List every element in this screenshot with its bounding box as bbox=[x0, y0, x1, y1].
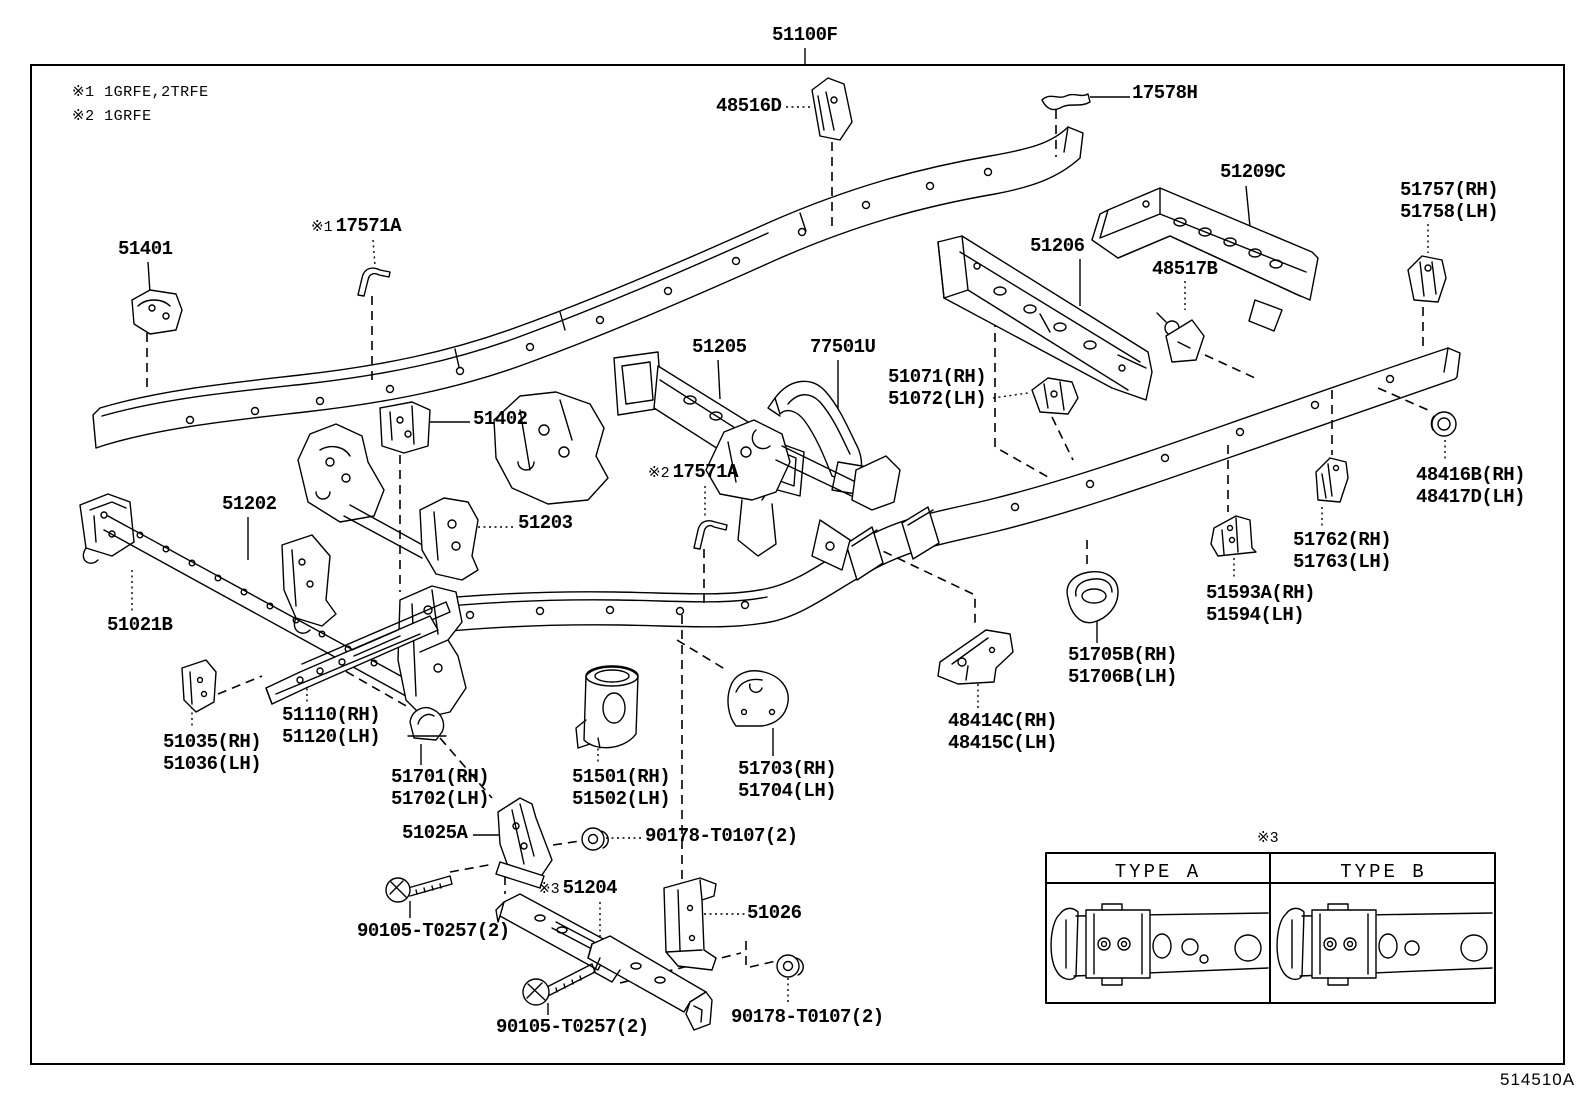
part-label-51209C bbox=[1220, 161, 1285, 183]
part-drawing-17578H bbox=[1042, 94, 1090, 110]
part-label-51762 bbox=[1293, 529, 1391, 573]
part-label-51202 bbox=[222, 493, 277, 515]
part-label-51204 bbox=[538, 877, 617, 901]
part-label-51701 bbox=[391, 766, 489, 810]
label-text-17578H-0: 17578H bbox=[1132, 82, 1198, 104]
engine-note-2: ※2 1GRFE bbox=[72, 108, 152, 125]
part-label-48416B bbox=[1416, 464, 1525, 508]
part-drawing-51593A bbox=[1211, 516, 1256, 556]
part-drawing-51025A bbox=[496, 798, 552, 888]
part-label-90105-b bbox=[496, 1016, 649, 1038]
label-text-48416B-0: 48416B(RH) bbox=[1416, 464, 1526, 486]
label-text-48414C-1: 48415C(LH) bbox=[948, 732, 1058, 754]
label-text-51209C-0: 51209C bbox=[1220, 161, 1286, 183]
label-text-51025A-0: 51025A bbox=[402, 822, 468, 844]
drawing-number: 514510A bbox=[1500, 1070, 1576, 1089]
part-drawing-17571A-2 bbox=[694, 521, 727, 549]
part-drawing-51501 bbox=[576, 666, 638, 748]
label-text-51035-1: 51036(LH) bbox=[163, 753, 262, 775]
part-label-51757 bbox=[1400, 179, 1498, 223]
part-label-51021B bbox=[107, 614, 172, 636]
label-text-51401-0: 51401 bbox=[118, 238, 173, 260]
part-drawing-51035 bbox=[182, 660, 216, 712]
label-text-51703-1: 51704(LH) bbox=[738, 780, 837, 802]
label-text-51593A-1: 51594(LH) bbox=[1206, 604, 1305, 626]
label-text-51705B-0: 51705B(RH) bbox=[1068, 644, 1178, 666]
part-drawing-51401 bbox=[132, 290, 182, 334]
part-label-table-note bbox=[1257, 826, 1282, 850]
label-text-51757-1: 51758(LH) bbox=[1400, 201, 1499, 223]
label-text-51762-0: 51762(RH) bbox=[1293, 529, 1392, 551]
label-text-90105-a-0: 90105-T0257(2) bbox=[357, 920, 510, 942]
table-header-type-a: TYPE A bbox=[1114, 861, 1202, 883]
part-label-51593A bbox=[1206, 582, 1315, 626]
part-label-51035 bbox=[163, 731, 261, 775]
label-text-51701-1: 51702(LH) bbox=[391, 788, 490, 810]
label-text-77501U-0: 77501U bbox=[810, 336, 876, 358]
label-text-51110-1: 51120(LH) bbox=[282, 726, 381, 748]
label-text-51204-0: 51204 bbox=[562, 877, 618, 899]
label-text-90178-a-0: 90178-T0107(2) bbox=[645, 825, 798, 847]
part-drawing-17571A-1 bbox=[358, 268, 390, 296]
part-label-48414C bbox=[948, 710, 1057, 754]
label-text-51026-0: 51026 bbox=[747, 902, 802, 924]
part-drawing-51762 bbox=[1316, 458, 1348, 502]
label-text-51021B-0: 51021B bbox=[107, 614, 173, 636]
label-prefix-51204: ※3 bbox=[538, 881, 560, 898]
label-text-51035-0: 51035(RH) bbox=[163, 731, 262, 753]
part-label-48516D bbox=[716, 95, 781, 117]
part-label-51205 bbox=[692, 336, 747, 358]
label-prefix-17571A-2: ※2 bbox=[648, 465, 670, 482]
part-drawing-48517B bbox=[1157, 313, 1204, 362]
label-text-51071-1: 51072(LH) bbox=[888, 388, 987, 410]
label-text-51402-0: 51402 bbox=[473, 408, 528, 430]
label-text-90105-b-0: 90105-T0257(2) bbox=[496, 1016, 649, 1038]
label-text-51205-0: 51205 bbox=[692, 336, 747, 358]
engine-note-1: ※1 1GRFE,2TRFE bbox=[72, 84, 209, 101]
label-text-51501-0: 51501(RH) bbox=[572, 766, 671, 788]
label-text-48516D-0: 48516D bbox=[716, 95, 782, 117]
part-label-51402 bbox=[473, 408, 528, 430]
part-label-51110 bbox=[282, 704, 380, 748]
part-label-17571A-2 bbox=[648, 461, 738, 485]
part-label-77501U bbox=[810, 336, 875, 358]
part-drawing-48416B bbox=[1431, 412, 1456, 436]
label-text-51071-0: 51071(RH) bbox=[888, 366, 987, 388]
part-label-51071 bbox=[888, 366, 986, 410]
part-drawing-51705B bbox=[1067, 572, 1118, 623]
part-label-17571A-1 bbox=[311, 215, 401, 239]
part-label-90105-a bbox=[357, 920, 510, 942]
part-label-51026 bbox=[747, 902, 802, 924]
label-text-17571A-1-0: 17571A bbox=[335, 215, 401, 237]
label-text-90178-b-0: 90178-T0107(2) bbox=[731, 1006, 884, 1028]
part-label-51705B bbox=[1068, 644, 1177, 688]
label-text-48517B-0: 48517B bbox=[1152, 258, 1218, 280]
label-text-51757-0: 51757(RH) bbox=[1400, 179, 1499, 201]
part-label-90178-a bbox=[645, 825, 798, 847]
part-drawing-48414C bbox=[938, 630, 1013, 684]
label-text-48414C-0: 48414C(RH) bbox=[948, 710, 1058, 732]
part-label-51100F bbox=[772, 24, 837, 46]
part-label-90178-b bbox=[731, 1006, 884, 1028]
label-text-51501-1: 51502(LH) bbox=[572, 788, 671, 810]
label-text-17571A-2-0: 17571A bbox=[672, 461, 738, 483]
label-text-51701-0: 51701(RH) bbox=[391, 766, 490, 788]
label-text-51705B-1: 51706B(LH) bbox=[1068, 666, 1178, 688]
part-drawing-48516D bbox=[812, 78, 852, 140]
part-label-51206 bbox=[1030, 235, 1085, 257]
label-text-51202-0: 51202 bbox=[222, 493, 277, 515]
label-text-48416B-1: 48417D(LH) bbox=[1416, 486, 1526, 508]
table-header-type-b: TYPE B bbox=[1340, 861, 1427, 883]
label-text-51206-0: 51206 bbox=[1030, 235, 1085, 257]
bolt-90105-upper bbox=[386, 876, 452, 902]
label-text-51762-1: 51763(LH) bbox=[1293, 551, 1392, 573]
part-drawing-51703 bbox=[728, 671, 788, 726]
part-label-51203 bbox=[518, 512, 573, 534]
grommet-90178-lower bbox=[777, 955, 803, 977]
label-text-51703-0: 51703(RH) bbox=[738, 758, 837, 780]
part-label-51501 bbox=[572, 766, 670, 810]
part-label-51401 bbox=[118, 238, 173, 260]
label-text-51593A-0: 51593A(RH) bbox=[1206, 582, 1316, 604]
label-text-51100F-0: 51100F bbox=[772, 24, 838, 46]
label-text-51203-0: 51203 bbox=[518, 512, 573, 534]
bolt-90105-lower bbox=[523, 964, 595, 1005]
part-drawing-51071 bbox=[1032, 378, 1078, 414]
part-label-48517B bbox=[1152, 258, 1217, 280]
part-label-51025A bbox=[402, 822, 467, 844]
part-label-51703 bbox=[738, 758, 836, 802]
part-drawing-51757 bbox=[1408, 256, 1446, 302]
part-drawing-51026 bbox=[664, 878, 716, 970]
part-label-17578H bbox=[1132, 82, 1197, 104]
label-prefix-table-note: ※3 bbox=[1257, 830, 1279, 847]
part-drawing-51402 bbox=[380, 402, 430, 453]
label-prefix-17571A-1: ※1 bbox=[311, 219, 333, 236]
label-text-51110-0: 51110(RH) bbox=[282, 704, 381, 726]
grommet-90178-upper bbox=[582, 828, 608, 850]
